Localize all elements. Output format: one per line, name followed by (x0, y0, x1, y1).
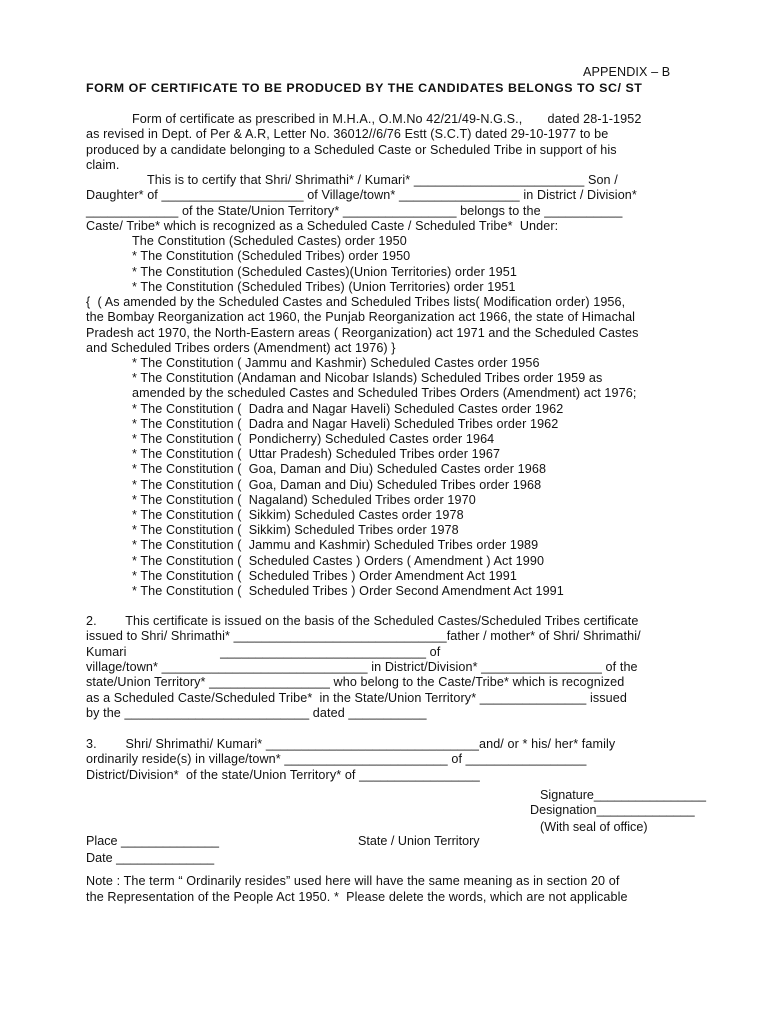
appendix-label: APPENDIX – B (583, 65, 671, 79)
order-line: * The Constitution ( Sikkim) Scheduled Tribes order 1978 (132, 523, 459, 538)
para2-line: by the __________________________ dated ___________ (86, 705, 427, 720)
para2-line: Kumari _____________________________ of (86, 644, 441, 659)
order-line: * The Constitution ( Jammu and Kashmir) Scheduled Tribes order 1989 (132, 538, 539, 553)
seal-note: (With seal of office) (540, 820, 648, 834)
intro-line: produced by a candidate belonging to a Scheduled Caste or Scheduled Tribe in support of his (86, 142, 617, 157)
order-line: * The Constitution (Scheduled Tribes) order 1950 (132, 249, 411, 264)
order-line: * The Constitution ( Scheduled Castes ) Orders ( Amendment ) Act 1990 (132, 553, 545, 568)
order-line: * The Constitution ( Uttar Pradesh) Scheduled Tribes order 1967 (132, 447, 501, 462)
order-line: * The Constitution ( Sikkim) Scheduled Castes order 1978 (132, 508, 464, 522)
order-line: amended by the scheduled Castes and Scheduled Tribes Orders (Amendment) act 1976; (132, 386, 637, 401)
form-title: FORM OF CERTIFICATE TO BE PRODUCED BY THE CANDIDATES BELONGS TO SC/ ST (86, 81, 643, 95)
amended-line: Pradesh act 1970, the North-Eastern areas ( Reorganization) act 1971 and the Scheduled Castes (86, 325, 639, 340)
order-line: The Constitution (Scheduled Castes) order 1950 (132, 234, 407, 248)
order-line: * The Constitution ( Goa, Daman and Diu) Scheduled Castes order 1968 (132, 462, 547, 477)
para2-line: village/town* _____________________________ in District/Division* _________________ of the (86, 659, 638, 674)
certify-line: Caste/ Tribe* which is recognized as a Scheduled Caste / Scheduled Tribe* Under: (86, 218, 559, 233)
certify-line: _____________ of the State/Union Territory* ________________ belongs to the ___________ (86, 203, 623, 218)
para2-line: issued to Shri/ Shrimathi* ______________________________father / mother* of Shri/ Shrimathi/ (86, 629, 641, 644)
order-line: * The Constitution ( Nagaland) Scheduled Tribes order 1970 (132, 492, 476, 507)
para2-line: as a Scheduled Caste/Scheduled Tribe* in the State/Union Territory* _______________ issued (86, 690, 627, 705)
date-line: Date ______________ (86, 851, 215, 865)
order-line: * The Constitution (Andaman and Nicobar Islands) Scheduled Tribes order 1959 as (132, 371, 603, 386)
note-line: Note : The term “ Ordinarily resides” used here will have the same meaning as in section 20 of (86, 874, 620, 888)
order-line: * The Constitution ( Goa, Daman and Diu) Scheduled Tribes order 1968 (132, 477, 542, 492)
state-label: State / Union Territory (358, 834, 480, 848)
para2-line: 2. This certificate is issued on the basis of the Scheduled Castes/Scheduled Tribes certificate (86, 614, 639, 628)
order-line: * The Constitution ( Dadra and Nagar Haveli) Scheduled Tribes order 1962 (132, 416, 559, 431)
designation-line: Designation______________ (530, 803, 695, 817)
para3-line: District/Division* of the state/Union Territory* of _________________ (86, 767, 480, 782)
order-line: * The Constitution ( Dadra and Nagar Haveli) Scheduled Castes order 1962 (132, 401, 564, 416)
signature-line: Signature________________ (540, 788, 706, 802)
order-line: * The Constitution (Scheduled Tribes) (Union Territories) order 1951 (132, 279, 516, 294)
order-line: * The Constitution ( Scheduled Tribes ) Order Second Amendment Act 1991 (132, 584, 564, 598)
amended-line: { ( As amended by the Scheduled Castes and Scheduled Tribes lists( Modification order) 1956, (86, 295, 626, 309)
order-line: * The Constitution ( Pondicherry) Scheduled Castes order 1964 (132, 432, 495, 446)
para3-line: ordinarily reside(s) in village/town* _______________________ of _________________ (86, 752, 587, 767)
order-line: * The Constitution ( Scheduled Tribes ) Order Amendment Act 1991 (132, 568, 517, 583)
para3-line: 3. Shri/ Shrimathi/ Kumari* ______________________________and/ or * his/ her* family (86, 737, 616, 751)
certify-line: Daughter* of ____________________ of Village/town* _________________ in District / Division* (86, 188, 637, 203)
amended-line: the Bombay Reorganization act 1960, the Punjab Reorganization act 1966, the state of Himachal (86, 310, 636, 325)
intro-line: as revised in Dept. of Per & A.R, Letter No. 36012//6/76 Estt (S.C.T) dated 29-10-1977 to be (86, 127, 609, 142)
intro-line: Form of certificate as prescribed in M.H.A., O.M.No 42/21/49-N.G.S., dated 28-1-1952 (132, 112, 642, 126)
para2-line: state/Union Territory* _________________ who belong to the Caste/Tribe* which is recognized (86, 675, 625, 690)
note-line: the Representation of the People Act 1950. * Please delete the words, which are not applicable (86, 889, 628, 904)
order-line: * The Constitution ( Jammu and Kashmir) Scheduled Castes order 1956 (132, 356, 540, 370)
intro-line: claim. (86, 157, 120, 172)
place-line: Place ______________ (86, 834, 220, 848)
certify-line: This is to certify that Shri/ Shrimathi* / Kumari* ________________________ Son / (147, 173, 618, 187)
order-line: * The Constitution (Scheduled Castes)(Union Territories) order 1951 (132, 264, 517, 279)
amended-line: and Scheduled Tribes orders (Amendment) act 1976) } (86, 340, 396, 355)
